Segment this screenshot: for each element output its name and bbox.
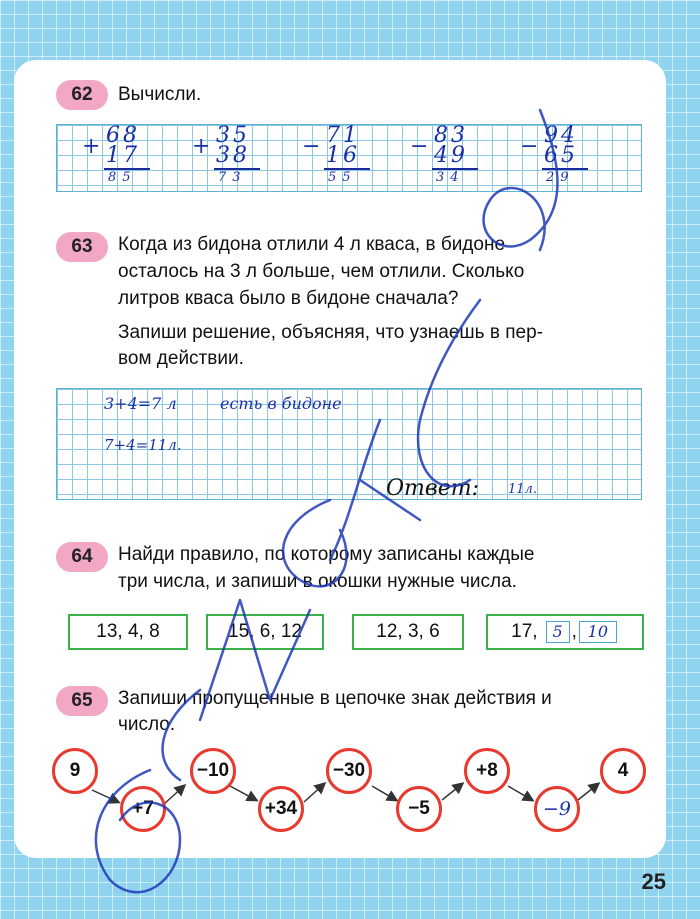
calc-4-b: 49 bbox=[434, 143, 468, 168]
task-63-step-2: 7+4=11л. bbox=[104, 436, 182, 454]
calc-1-a: 68 bbox=[106, 123, 140, 148]
chain-node-1: 9 bbox=[52, 748, 98, 794]
calc-2-op: + bbox=[192, 134, 211, 159]
calc-5-line bbox=[542, 168, 588, 170]
task-62-title: Вычисли. bbox=[118, 84, 202, 105]
task-63-line-2: осталось на 3 л больше, чем отлили. Сколько bbox=[118, 261, 525, 282]
task-65-badge: 65 bbox=[56, 686, 108, 716]
calc-5-op: − bbox=[520, 134, 539, 159]
chain-node-7: +8 bbox=[464, 748, 510, 794]
chain-node-3: −10 bbox=[190, 748, 236, 794]
task-63-answer-label: Ответ: bbox=[386, 476, 479, 501]
calc-4-result: 34 bbox=[436, 170, 465, 185]
task-63-step-1-note: есть в бидоне bbox=[220, 394, 342, 413]
number-group-2: 15, 6, 12 bbox=[206, 614, 324, 650]
calc-2-b: 38 bbox=[216, 143, 250, 168]
comma-separator: , bbox=[571, 621, 577, 642]
task-62-badge: 62 bbox=[56, 80, 108, 110]
calc-1-line bbox=[104, 168, 150, 170]
calc-5-result: 29 bbox=[546, 170, 575, 185]
calc-3-result: 55 bbox=[328, 170, 357, 185]
calc-3-op: − bbox=[302, 134, 321, 159]
chain-node-6: −5 bbox=[396, 786, 442, 832]
task-63-answer-value: 11л. bbox=[508, 482, 537, 497]
task-64-line-2: три числа, и запиши в окошки нужные числа. bbox=[118, 571, 517, 592]
answer-box-1[interactable]: 5 bbox=[546, 621, 570, 643]
number-group-1: 13, 4, 8 bbox=[68, 614, 188, 650]
task-63-line-1: Когда из бидона отлили 4 л кваса, в бидоне bbox=[118, 234, 506, 255]
chain-node-4: +34 bbox=[258, 786, 304, 832]
chain-node-2: +7 bbox=[120, 786, 166, 832]
calc-1-result: 85 bbox=[108, 170, 137, 185]
chain-node-5: −30 bbox=[326, 748, 372, 794]
calc-2-a: 35 bbox=[216, 123, 250, 148]
task-65-line-2: число. bbox=[118, 714, 176, 735]
calc-2-line bbox=[214, 168, 260, 170]
calc-4-line bbox=[432, 168, 478, 170]
chain-node-9: 4 bbox=[600, 748, 646, 794]
task-64-badge: 64 bbox=[56, 542, 108, 572]
number-group-3: 12, 3, 6 bbox=[352, 614, 464, 650]
calc-3-line bbox=[324, 168, 370, 170]
task-63-badge: 63 bbox=[56, 232, 108, 262]
answer-box-2[interactable]: 10 bbox=[579, 621, 617, 643]
calc-1-b: 17 bbox=[106, 143, 140, 168]
task-65-line-1: Запиши пропущенные в цепочке знак действия и bbox=[118, 688, 552, 709]
calc-3-a: 71 bbox=[326, 123, 360, 148]
task-63-line-4: Запиши решение, объясняя, что узнаешь в пер- bbox=[118, 322, 543, 343]
number-group-4 bbox=[486, 614, 644, 650]
calc-5-a: 94 bbox=[544, 123, 578, 148]
task-63-line-5: вом действии. bbox=[118, 348, 244, 369]
number-group-4-first: 17, bbox=[511, 621, 538, 642]
calc-2-result: 73 bbox=[218, 170, 247, 185]
calc-4-a: 83 bbox=[434, 123, 468, 148]
task-63-line-3: литров кваса было в бидоне сначала? bbox=[118, 288, 459, 309]
calc-5-b: 65 bbox=[544, 143, 578, 168]
chain-node-8[interactable]: −9 bbox=[534, 786, 580, 832]
calc-1-op: + bbox=[82, 134, 101, 159]
task-64-line-1: Найди правило, по которому записаны каждые bbox=[118, 544, 535, 565]
calc-4-op: − bbox=[410, 134, 429, 159]
calc-3-b: 16 bbox=[326, 143, 360, 168]
page-number: 25 bbox=[641, 869, 666, 894]
task-63-step-1: 3+4=7 л bbox=[104, 394, 177, 413]
